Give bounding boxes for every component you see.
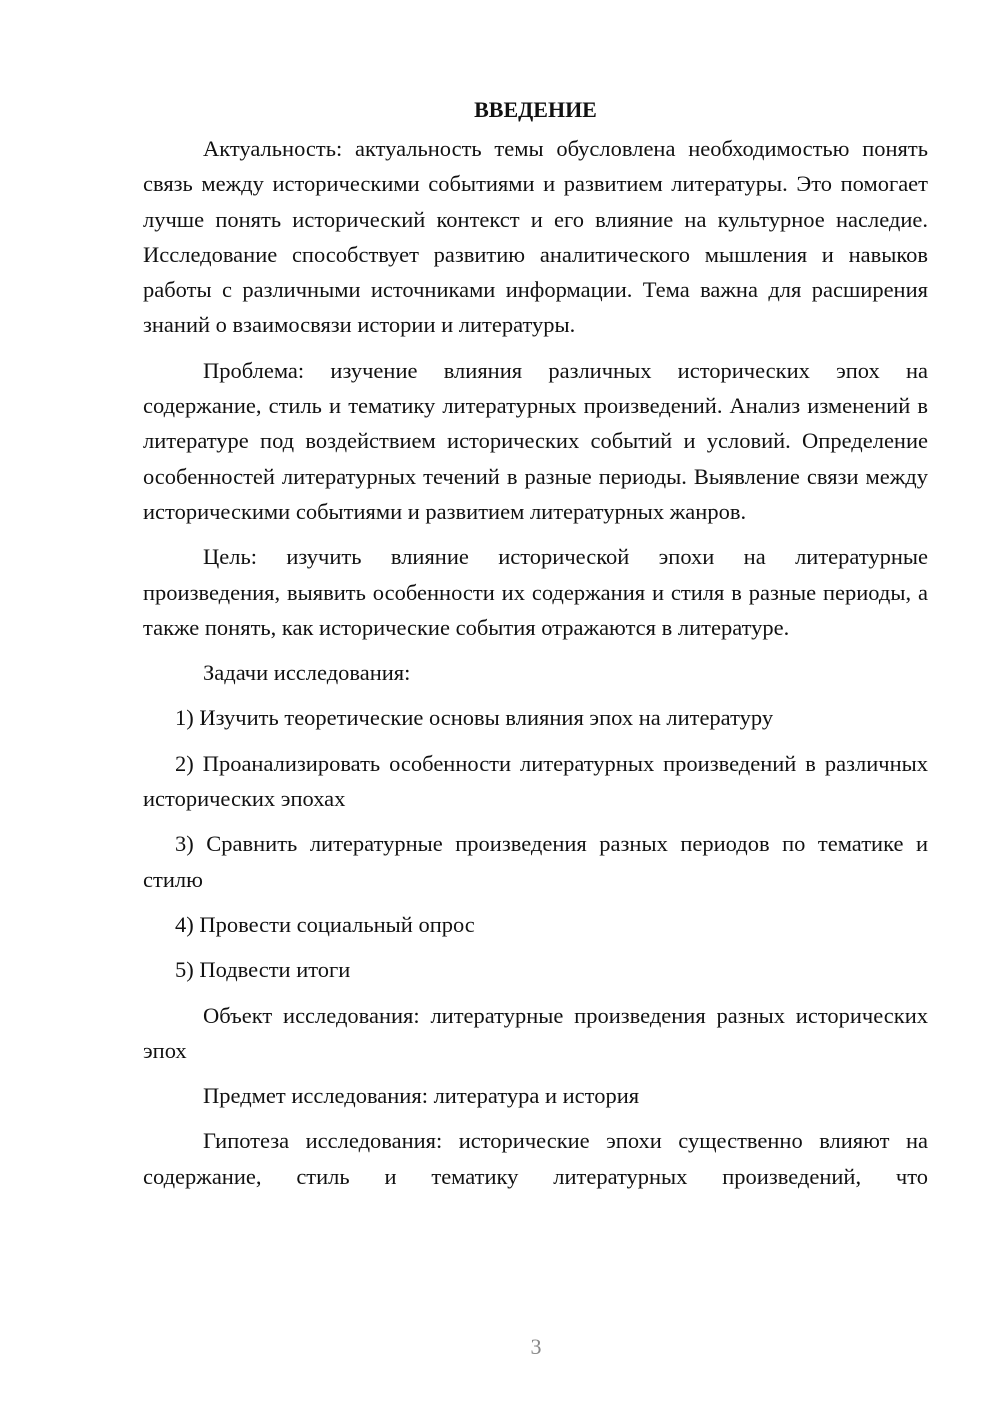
hypothesis-paragraph: Гипотеза исследования: исторические эпохи существенно влияют на содержание, стиль и тематику литературных произведений, что — [143, 1128, 928, 1189]
page-number: 3 — [530, 1334, 542, 1359]
relevance-paragraph: Актуальность: актуальность темы обусловлена необходимостью понять связь между историческими событиями и развитием литературы. Это помогает лучше понять исторический контекст и его влияние на культурное наследие. Исследование способствует развитию аналитического мышления и навыков работы с различными источниками информации. Тема важна для расширения знаний о взаимосвязи истории и литературы. — [143, 136, 928, 338]
task-item-2: 2) Проанализировать особенности литературных произведений в различных исторических эпохах — [143, 750, 928, 812]
goal-paragraph: Цель: изучить влияние исторической эпохи на литературные произведения, выявить особенности их содержания и стиля в разные периоды, а также понять, как исторические события отражаются в литературе. — [143, 544, 928, 640]
task-item-5: 5) Подвести итоги — [175, 957, 351, 983]
section-title: ВВЕДЕНИЕ — [474, 97, 597, 122]
tasks-heading: Задачи исследования: — [203, 660, 411, 686]
subject-paragraph: Предмет исследования: литература и история — [203, 1083, 640, 1109]
task-item-1: 1) Изучить теоретические основы влияния эпох на литературу — [175, 705, 774, 731]
problem-paragraph: Проблема: изучение влияния различных исторических эпох на содержание, стиль и тематику литературных произведений. Анализ изменений в литературе под воздействием исторических событий и условий. Определение особенностей литературных течений в разные периоды. Выявление связи между историческими событиями и развитием литературных жанров. — [143, 357, 928, 524]
task-item-4: 4) Провести социальный опрос — [175, 911, 475, 937]
document-page — [143, 92, 928, 1204]
task-item-3: 3) Сравнить литературные произведения разных периодов по тематике и стилю — [143, 831, 928, 892]
object-paragraph: Объект исследования: литературные произведения разных исторических эпох — [143, 1002, 928, 1063]
